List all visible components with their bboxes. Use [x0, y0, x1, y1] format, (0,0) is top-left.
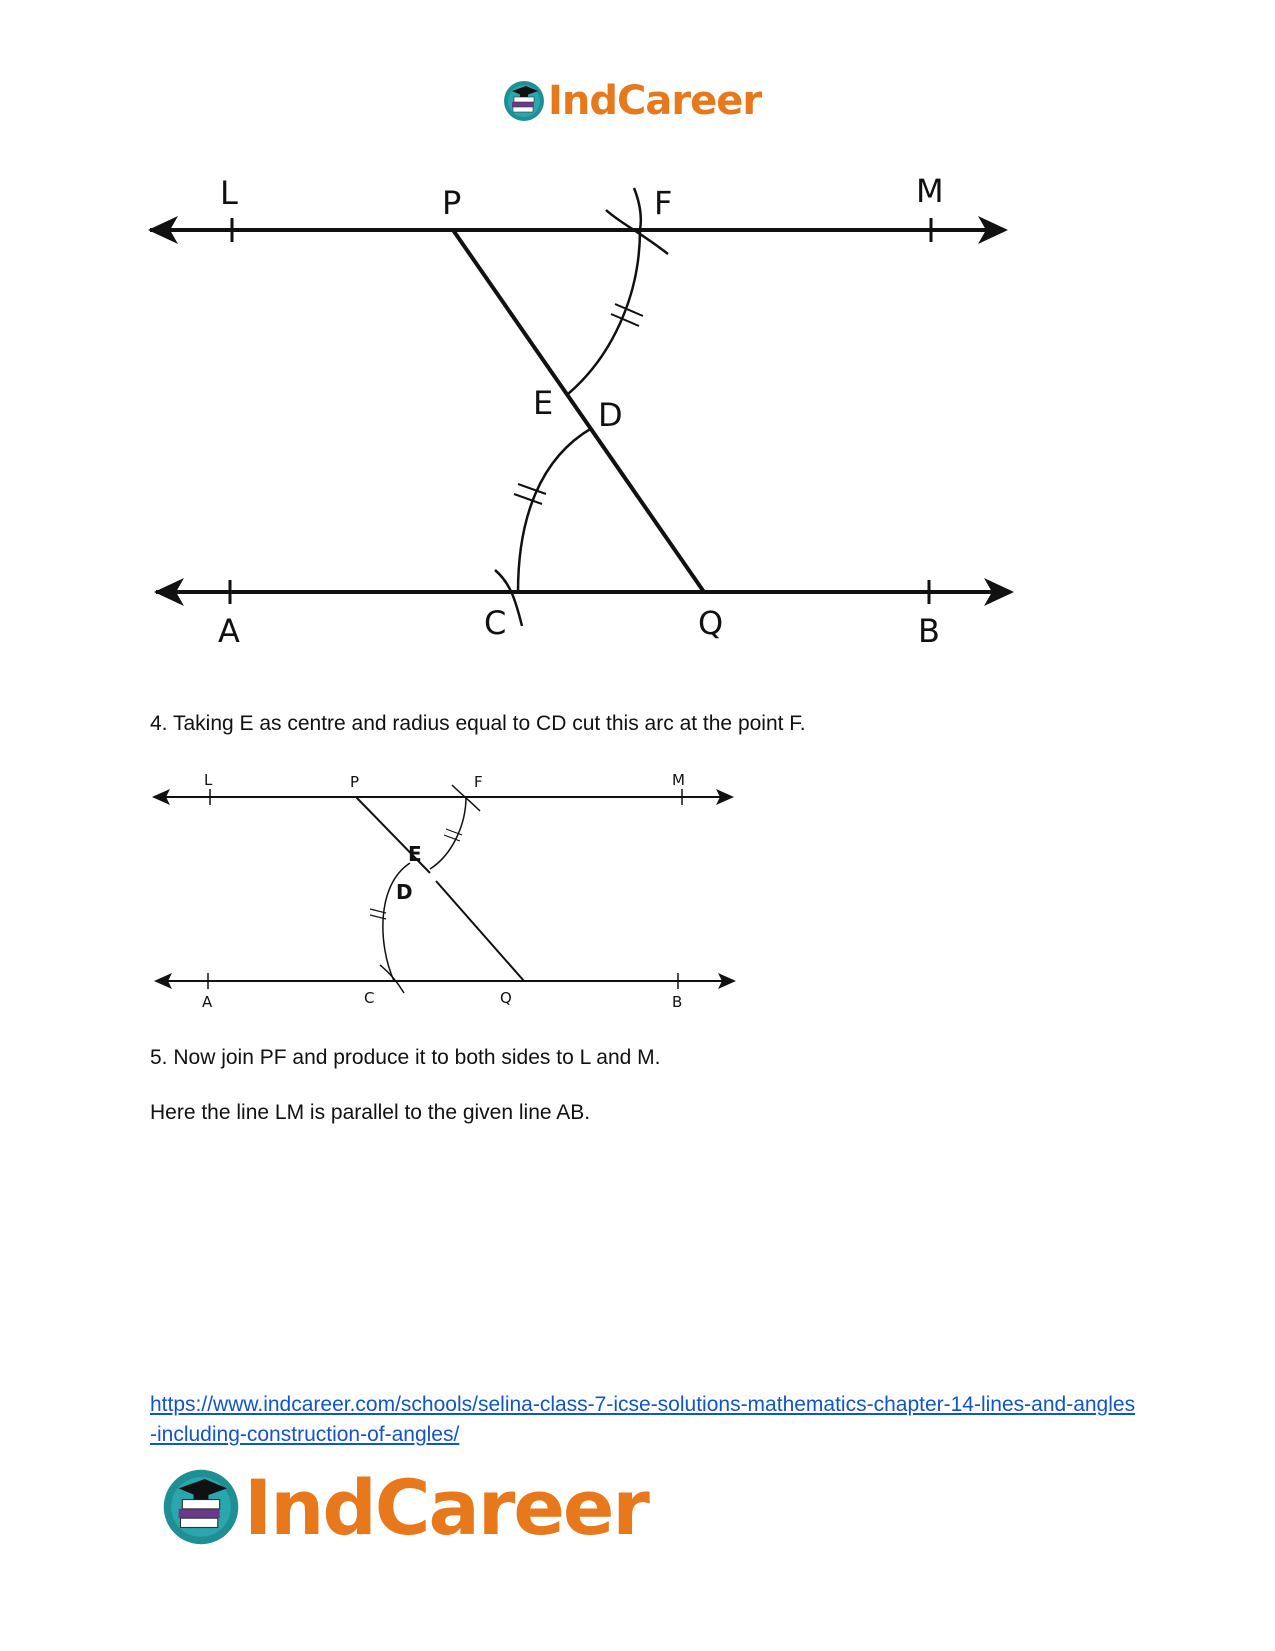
transversal-pq: [453, 230, 704, 592]
arc-ef-small: [430, 797, 466, 869]
label-e-small: E: [408, 842, 422, 866]
label-b: B: [918, 612, 940, 650]
label-c-small: C: [364, 989, 375, 1007]
label-l: L: [220, 174, 238, 212]
construction-figure-small: [148, 765, 738, 1015]
label-a: A: [218, 612, 240, 650]
arc-cd-mark-2: [518, 484, 546, 494]
arc-c-cut-small: [380, 965, 404, 993]
construction-figure-large: [140, 168, 1030, 668]
label-f-small: F: [474, 773, 483, 791]
conclusion-text: Here the line LM is parallel to the given line AB.: [150, 1101, 591, 1124]
label-q: Q: [698, 604, 724, 642]
label-b-small: B: [672, 993, 683, 1011]
graduation-cap-books-logo-icon: [160, 1466, 242, 1548]
footer-logo-text: IndCareer: [244, 1462, 648, 1552]
graduation-cap-books-logo-icon: [502, 79, 546, 123]
footer-logo: [160, 1462, 648, 1552]
source-link[interactable]: https://www.indcareer.com/schools/selina-class-7-icse-solutions-mathematics-chapter-14-lines-and-angles-including-construction-of-angles/: [150, 1393, 1136, 1446]
label-q-small: Q: [500, 989, 512, 1007]
header-logo: [502, 76, 761, 126]
label-a-small: A: [202, 993, 213, 1011]
label-p-small: P: [350, 773, 360, 791]
step-4-text: 4. Taking E as centre and radius equal to CD cut this arc at the point F.: [150, 712, 806, 735]
transversal-pq-small-lower: [436, 881, 524, 981]
label-e: E: [533, 384, 554, 422]
label-p: P: [442, 184, 462, 222]
header-logo-text: IndCareer: [548, 78, 762, 124]
label-d: D: [598, 396, 623, 434]
arc-ef-mark-1: [611, 314, 639, 326]
label-m: M: [916, 172, 944, 210]
arc-ef: [568, 230, 640, 394]
arc-f-cut-top: [634, 188, 641, 230]
step-5-text: 5. Now join PF and produce it to both sides to L and M.: [150, 1046, 661, 1069]
arc-ef-mark-2: [615, 304, 643, 316]
arc-cd: [518, 428, 592, 592]
arc-cd-mark-1: [514, 494, 542, 504]
label-f: F: [654, 184, 673, 222]
label-c: C: [484, 604, 507, 642]
label-d-small: D: [396, 880, 413, 904]
label-l-small: L: [204, 771, 213, 789]
label-m-small: M: [672, 771, 685, 789]
